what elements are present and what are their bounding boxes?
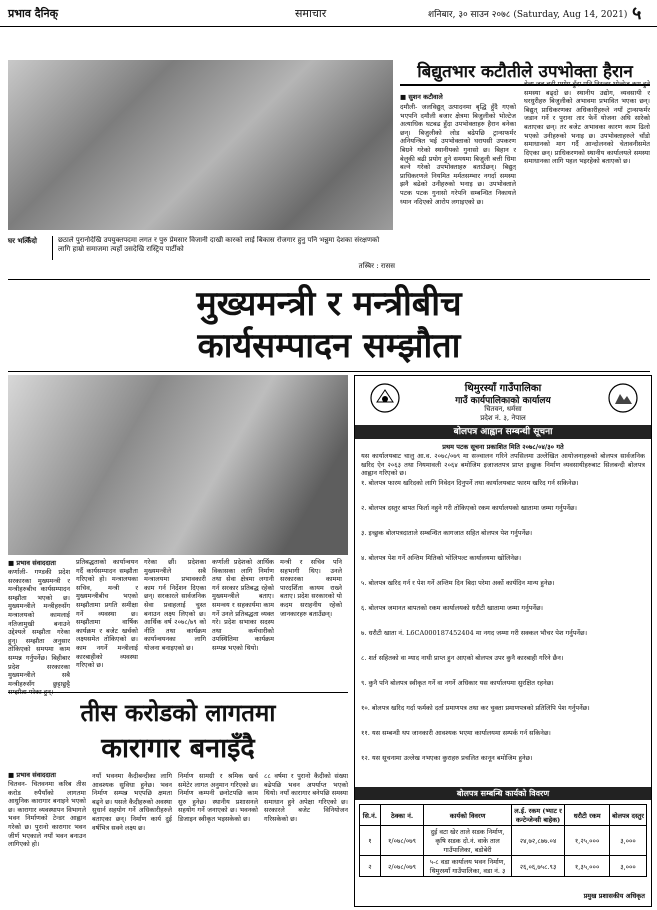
article1-col1: दमौली- जलविद्युत्‌ उत्पादनमा बृद्धि हुँदै गएको भएपनि दमौली बजार क्षेत्रमा बिजुलीको भोल्टेज अत्याधिक घटबढ हुँदा उपभोक्ताहरु हैरान बनेका छन्। बिजुलीको लोड बढेपछि ट्रान्सफर्मर अनियन्त्रित भई उपभोक्ताको घरायसी उपकरण बिग्रने गरेको स्थानीयको गुनासो छ। बिहान र बेलुकी बढी प्रयोग हुने समयमा बिजुली बत्ती धिमा बल्ने गरेको उपभोक्ताहरु बताउँछन्। बिद्युत्‌ प्राधिकरणले नियमित मर्मतसम्भार नगर्दा समस्या झनै बढेको उनीहरुको भनाइ छ। उपभोक्ताले पटक पटक गुनासो गरेपनि सम्बन्धित निकायले ध्यान नदिएको आरोप लगाइएको छ।: [400, 103, 516, 206]
notice-banner: बोलपत्र आह्वान सम्बन्धी सूचना: [355, 425, 651, 439]
divider: [8, 692, 348, 693]
newspaper-brand: प्रभाव दैनिक्: [8, 7, 59, 20]
article1-headline: बिद्युतभार कटौतीले उपभोक्ता हैरान: [400, 60, 650, 86]
story2-headline-line2: कारागार बनाइँदै: [101, 733, 255, 764]
lead-headline-line1: मुख्यमन्त्री र मन्त्रीबीच: [196, 284, 462, 324]
works-table: [359, 804, 647, 877]
notice-term: ३. इच्छुक बोलपत्रदाताले सम्बन्धित कागजात सहित बोलपत्र पेश गर्नुपर्नेछ।: [361, 529, 533, 537]
table-cell: ५-८ वडा कार्यालय भवन निर्माण, थिमुरस्याँ गाउँपालिका, वडा नं. ३: [424, 856, 512, 877]
story2-col3: निर्माण सामग्री र श्रमिक खर्च समेटेर लागत अनुमान गरिएको छ। निर्माण कम्पनी छनोटपछि काम सुरु हुनेछ। स्थानीय प्रशासनले सहयोग गर्ने जनाएको छ। भवनको डिजाइन स्वीकृत भइसकेको छ।: [178, 772, 258, 823]
lead-story-col5: मन्त्री र सचिव पनि सहभागी थिए। उनले सरकारका काममा पारदर्शिता कायम राख्ने बताए। प्रदेश सरकारको यो कदम सराहनीय रहेको जानकारहरु बताउँछन्।: [280, 558, 342, 618]
table-header: ल.ई. रकम (भ्याट र कन्टेन्जेन्सी बाहेक): [511, 805, 564, 826]
table-cell: २४,७२,८७७.०४: [511, 826, 564, 856]
table-header: बोलपत्र दस्तुर: [610, 805, 647, 826]
table-row: [360, 826, 647, 856]
story2-col4: ८८ वर्षमा र पुरानो कैदीको संख्या बढेपछि भवन अपर्याप्त भएको थियो। नयाँ कारागार बनेपछि समस्या समाधान हुने अपेक्षा गरिएको छ। सरकारले बजेट विनियोजन गरिसकेको छ।: [264, 772, 348, 823]
photo-credit: तस्बिर : रासस: [358, 262, 395, 270]
notice-term: १. बोलपत्र फारम खरिदको लागि निवेदन दिनुपर्ने तथा कार्यालयबाट फारम खरिद गर्न सकिनेछ।: [361, 479, 579, 487]
notice-address: चितवन, धर्मसा: [484, 405, 522, 413]
table-row: [360, 856, 647, 877]
table-header: धरौटी रकम: [565, 805, 610, 826]
table-header: कार्यको विवरण: [424, 805, 512, 826]
table-cell: ३,०००: [610, 856, 647, 877]
story2-col1: चितवन- चितवनमा करिब तीस करोड रुपैयाँको लागतमा आधुनिक कारागार बनाइने भएको छ। कारागार व्यवस्थापन विभागले भवन निर्माणको टेन्डर आह्वान गरेको छ। पुरानो कारागार भवन जीर्ण भएकाले नयाँ भवन बनाउन लागिएको हो।: [8, 780, 86, 849]
table-cell: १,२५,०००: [565, 826, 610, 856]
table-cell: २/०७८/०७९: [380, 856, 424, 877]
page-number: ५: [632, 3, 642, 24]
table-cell: २६,०६,७५८.९३: [511, 856, 564, 877]
notice-term: ४. बोलपत्र पेश गर्ने अन्तिम मितिको भोलिपल्ट कार्यालयमा खोलिनेछ।: [361, 554, 522, 562]
notice-terms-list: [361, 479, 645, 785]
collapsed-house-photo: [8, 60, 393, 230]
notice-signature: प्रमुख प्रशासकीय अधिकृत: [583, 892, 645, 900]
table-cell: २: [360, 856, 381, 877]
article1-col2: बेला जब बढी प्रयोग हुँदा पनि निरन्तर भोल्टेज कम हुने समस्या बढ्दो छ। स्थानीय उद्योग, व्यवसायी र घरधुरीहरु बिजुलीको अभावमा प्रभावित भएका छन्। बिद्युत्‌ प्राधिकरणका अधिकारीहरुले नयाँ ट्रान्सफर्मर जडान गर्ने र पुराना तार फेर्ने योजना अघि सारेको बताएका छन्। तर बजेट अभावका कारण काम ढिलो भएको उनीहरुको भनाइ छ। उपभोक्ताहरुले चाँडो समाधानको माग गर्दै आन्दोलनको चेतावनीसमेत दिएका छन्। प्राधिकरणको स्थानीय कार्यालयले समस्या समाधानका लागि पहल भइरहेको बताएको छ।: [524, 80, 650, 166]
table-cell: ३,०००: [610, 826, 647, 856]
notice-term: १०. बोलपत्र खरिद गर्दा फर्मको दर्ता प्रमाणपत्र तथा कर चुक्ता प्रमाणपत्रको प्रतिलिपि पेश गर्नुपर्नेछ।: [361, 704, 590, 712]
notice-term: ११. यस सम्बन्धी थप जानकारी आवश्यक भएमा कार्यालयमा सम्पर्क गर्न सकिनेछ।: [361, 729, 551, 737]
notice-province: प्रदेश नं. ३, नेपाल: [480, 414, 526, 422]
table-cell: १: [360, 826, 381, 856]
table-header: सि.नं.: [360, 805, 381, 826]
table-header: ठेक्का नं.: [380, 805, 424, 826]
article1-byline: ■ सुशन कटौवाले: [400, 93, 443, 101]
notice-term: १२. यस सूचनामा उल्लेख नभएका कुराहरु प्रचलित कानून बमोजिम हुनेछ।: [361, 754, 533, 762]
page-header: [0, 0, 657, 27]
notice-org-title: थिमुरस्याँ गाउँपालिका: [464, 383, 542, 394]
notice-publication-line: प्रथम पटक सूचना प्रकाशित मिति २०७८/०४/३० गते: [442, 443, 564, 451]
table-cell: दुई वटा खेर ताले सडक निर्माण, कृषि सडक दो.नं. वाके ताल गाउँपालिका, बडोबेरी: [424, 826, 512, 856]
lead-story-col2: प्रतिबद्धताको कार्यान्वयन गर्दै कार्यसम्पादन सम्झौता गरिएको हो। मन्त्रालयका सचिव, मन्त्री र मुख्यमन्त्रीबीच भएको सम्झौतामा प्रगति समीक्षा गर्ने व्यवस्था छ। सम्झौतामा वार्षिक कार्यक्रम र बजेट खर्चको लक्ष्यसमेत तोकिएको छ। काम नगर्ने मन्त्रीलाई कारबाहीको व्यवस्था गरिएको छ।: [76, 558, 138, 670]
photo-caption-label: घर भत्किँदो: [8, 236, 37, 245]
notice-term: ७. धरौटी खाता नं. L6CA000187452404 मा नगद जम्मा गरी सक्कल भौचर पेश गर्नुपर्नेछ।: [361, 629, 588, 637]
photo-caption: छठाले पुरानोदेखि उपयुक्तपदमा लगत र पुरु प्रेमसार विजानी दाखी कारको लाई बिकास रोजगार हुनु पनि भन्नुमा देशका संरक्षणको लागि हाम्रो समाजमा त्यहाँ उसदेखि रास्ट्रिय पार्टीको: [58, 236, 380, 253]
section-name: समाचार: [295, 7, 327, 20]
table-header-row: [360, 805, 647, 826]
story2-byline: ■ प्रभाव संवाददाता: [8, 771, 56, 779]
tender-notice: [354, 375, 652, 907]
caption-divider: [52, 236, 53, 260]
issue-date: शनिबार, ३० साउन २०७८ (Saturday, Aug 14, 2021): [428, 10, 628, 20]
lead-headline-line2: कार्यसम्पादन सम्झौता: [197, 326, 461, 366]
table-title-banner: बोलपत्र सम्बन्धि कार्यको विवरण: [355, 787, 651, 800]
story2-headline-line1: तीस करोडको लागतमा: [80, 698, 276, 727]
lead-story-col3: गरेका छौं। प्रदेशका मुख्यमन्त्रीले सबै मन्त्रालयमा प्रभावकारी काम गर्न निर्देशन दिएका छन्। सरकारले सार्वजनिक सेवा प्रवाहलाई चुस्त बनाउन लक्ष्य लिएको छ। आर्थिक वर्ष २०७८/७९ को नीति तथा कार्यक्रम कार्यान्वयनका लागि योजना बनाइएको छ।: [144, 558, 206, 652]
lead-story-col1: कर्णाली- गण्डकी प्रदेश सरकारका मुख्यमन्त्री र मन्त्रीहरुबीच कार्यसम्पादन सम्झौता भएको छ। मुख्यमन्त्रीले मन्त्रीहरुसँग मन्त्रालयको कामलाई नतिजामुखी बनाउने उद्देश्यले सम्झौता गरेका हुन्। सम्झौता अनुसार तोकिएको समयमा काम सम्पन्न गर्नुपर्नेछ। बिहीबार प्रदेश सरकारका मुख्यमन्त्रीले सबै मन्त्रीहरुसँग छुट्टाछुट्टै: [8, 568, 70, 688]
notice-term: ५. बोलपत्र खरिद गर्न र पेश गर्ने अन्तिम दिन बिदा परेमा अर्को कार्यदिन मान्य हुनेछ।: [361, 579, 555, 587]
lead-story-byline: ■ प्रभाव संवाददाता: [8, 559, 56, 567]
divider: [8, 279, 650, 280]
notice-term: २. बोलपत्र दस्तुर बापत फिर्ता नहुने गरी तोकिएको रकम कार्यालयको खातामा जम्मा गर्नुपर्नेछ।: [361, 504, 577, 512]
notice-office: गाउँ कार्यपालिकाको कार्यालय: [455, 396, 551, 406]
story2-col2: नयाँ भवनमा कैदीबन्दीका लागि आवश्यक सुविधा हुनेछ। भवन निर्माण सम्पन्न भएपछि क्षमता बढ्ने छ। यसले कैदीहरुको अवस्था सुधार्न सहयोग गर्ने अधिकारीहरुले बताएका छन्। निर्माण कार्य दुई वर्षभित्र सक्ने लक्ष्य छ।: [92, 772, 172, 832]
ministers-photo: [8, 375, 348, 555]
table-cell: १,३५,०००: [565, 856, 610, 877]
notice-term: ९. कुनै पनि बोलपत्र स्वीकृत गर्ने वा नगर्ने अधिकार यस कार्यालयमा सुरक्षित रहनेछ।: [361, 679, 554, 687]
notice-intro: यस कार्यालयबाट चालु आ.व. २०७८/०७९ मा सञ्चालन गरिने तपसिलमा उल्लेखित आयोजनाहरुको बोलपत्र सार्वजनिक खरिद ऐन २०६३ तथा नियमावली २०६४ बमोजिम इजाजतपत्र प्राप्त इच्छुक निर्माण व्यवसायीहरुबाट सिलबन्दी बोलपत्र आह्वान गरिएको छ।: [361, 452, 645, 478]
notice-term: ६. बोलपत्र जमानत बापतको रकम कार्यालयको धरौटी खातामा जम्मा गर्नुपर्नेछ।: [361, 604, 543, 612]
notice-term: ८. शर्त सहितको वा म्याद नाघी प्राप्त हुन आएको बोलपत्र उपर कुनै कारबाही गरिने छैन।: [361, 654, 564, 662]
lead-story-col4: कर्णाली प्रदेशको आर्थिक विकासका लागि निर्माण तथा सेवा क्षेत्रमा लगानी गर्न सरकार प्रतिबद्ध रहेको मुख्यमन्त्रीले बताए। समन्वय र सहकार्यमा काम गर्ने उनले प्रतिबद्धता व्यक्त गरे। प्रदेश सभाका सदस्य तथा कर्मचारीको उपस्थितिमा कार्यक्रम सम्पन्न भएको थियो।: [212, 558, 274, 652]
table-cell: १/०७८/०७९: [380, 826, 424, 856]
divider: [8, 371, 650, 372]
